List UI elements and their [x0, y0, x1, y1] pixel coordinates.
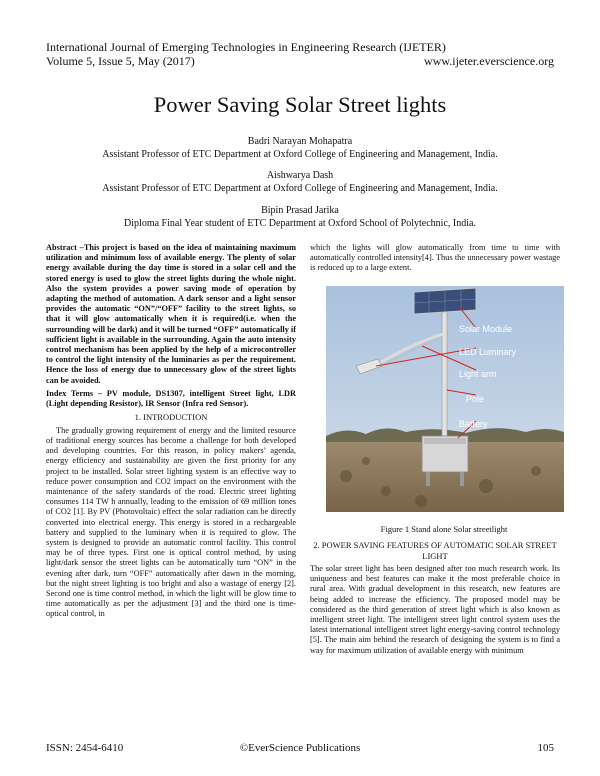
abstract: Abstract –This project is based on the idea of maintaining maximum utilization and minimum loss of available energy. The plenty of solar energy available during the day time is stored in a solar cell and the stored energy is used to glow the street lights during the whole night. Also the system provides a power saving mode of operation by adapting the method of automation. A dark sensor and a light sensor provides the automatic “ON”/“OFF” facility to the street lights, so that it will glow automatically when it is required(i.e. when the surrounding will be dark) and it will be turned “OFF” automatically if sufficient light is available in the surrounding. Again the auto intensity control mechanism has been applied by the help of a microcontroller to control the light intensity of the luminaries as per the requirement. Hence the loss of energy due to unnecessary glow of the street lights can be avoided. [46, 243, 296, 385]
section-heading: 2. POWER SAVING FEATURES OF AUTOMATIC SOLAR STREET LIGHT [313, 540, 557, 561]
author-name: Badri Narayan Mohapatra [247, 136, 353, 147]
index-terms: Index Terms – PV module, DS1307, intelligent Street light, LDR (Light depending Resistor), IR Sensor (Infra red Sensor). [46, 388, 296, 409]
footer-publisher: ©EverScience Publications [239, 742, 361, 754]
figure-caption: Figure 1 Stand alone Solar streetlight [380, 524, 508, 534]
author-affiliation: Assistant Professor of ETC Department at Oxford College of Engineering and Management, India. [102, 149, 498, 160]
section-body: The gradually growing requirement of energy and the limited resource of traditional energy sources has become a challenge for both developed and developing countries. For this reason, in policy makers’ agenda, energy efficiency and sustainability are given the first priority for any project to be installed. Solar street lighting system is an effective way to reduce power consumption and CO2 impact on the environment with the maintenance of the safety standards of the road. Electric street lighting consumes 114 TW h annually, leading to the emission of 69 million tones of CO2 [1]. By PV (Photovoltaic) effect the solar radiation can be directly converted into electrical energy. This energy is stored in a rechargeable battery and supplied to the luminary when it is required to glow. The system is designed to provide an automatic control facility. This control may be of three types. First one is optical control method, by using light/dark sensor the street lights can be automatically turn “ON” in the evening after dark, turn “OFF” automatically after dawn in the morning, but the night street lighting is too bright and also a wastage of energy [2]. Second one is time control method, in which the light will be glow time to time automatically as per the adjustment [3] and the third one is time-optical control, in [46, 425, 296, 619]
streetlight-photo [326, 286, 564, 512]
right-column-bottom [310, 540, 560, 656]
author-affiliation: Assistant Professor of ETC Department at Oxford College of Engineering and Management, India. [102, 183, 498, 194]
right-column-top [310, 243, 560, 274]
figure-label: Light arm [459, 369, 497, 379]
figure-label: Solar Module [459, 324, 513, 334]
paper-title: Power Saving Solar Street lights [153, 92, 447, 117]
page-number: 105 [537, 742, 554, 754]
figure-label: Pole [466, 394, 485, 404]
figure-label: LED Luminary [459, 347, 517, 357]
journal-name: International Journal of Emerging Technologies in Engineering Research (IJETER) [46, 40, 446, 54]
author-affiliation: Diploma Final Year student of ETC Department at Oxford School of Polytechnic, India. [124, 218, 476, 229]
continued-text: which the lights will glow automatically from time to time with automatically controlled intensity[4]. Thus the unnecessary power wastage is reduced up to a large extent. [310, 243, 560, 273]
author-name: Bipin Prasad Jarika [261, 205, 339, 216]
journal-url[interactable]: www.ijeter.everscience.org [424, 54, 554, 68]
section-body: The solar street light has been designed after too much research work. Its uniqueness and best features can make it the most preferable choice in rural area. With gradual development in this research, new features are being added to increase the efficiency. The proposed model may be considered as the third generation of street light which is also known as intelligent street light. The intelligent street light control system uses the latest international intelligent street light energy-saving control technology [5]. The main aim behind the research of designing the system is to find a way for maximum utilization of available energy with minimum [310, 564, 560, 655]
section-heading: 1. INTRODUCTION [134, 412, 208, 423]
author-name: Aishwarya Dash [266, 170, 334, 181]
volume-issue: Volume 5, Issue 5, May (2017) [46, 54, 195, 68]
solar-streetlight-figure [326, 286, 564, 512]
left-column [46, 243, 296, 620]
footer-issn: ISSN: 2454-6410 [46, 742, 124, 754]
figure-label: Battery [459, 419, 488, 429]
